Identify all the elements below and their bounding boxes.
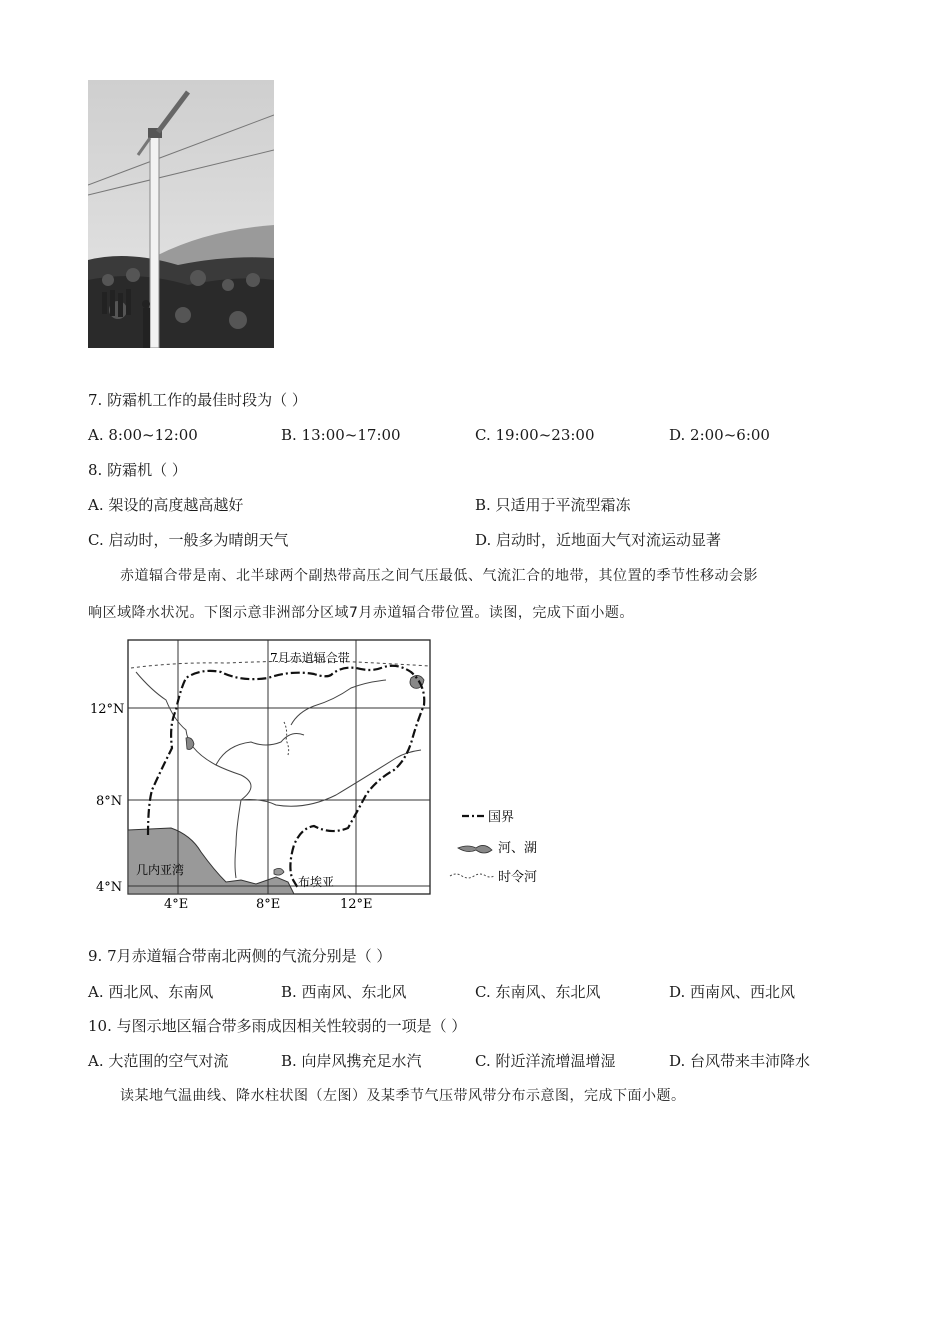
question-9-stem: 9. 7月赤道辐合带南北两侧的气流分别是（ ） [88, 947, 392, 965]
passage-itcz-line2: 响区域降水状况。下图示意非洲部分区域7月赤道辐合带位置。读图，完成下面小题。 [88, 605, 634, 621]
buea-label: 布埃亚 [298, 875, 335, 889]
q8-option-b[interactable]: B. 只适用于平流型霜冻 [475, 496, 631, 514]
map-legend [450, 810, 537, 885]
question-10-stem: 10. 与图示地区辐合带多雨成因相关性较弱的一项是（ ） [88, 1017, 467, 1035]
lon-label-4e: 4°E [164, 897, 189, 910]
q9-option-c[interactable]: C. 东南风、东北风 [475, 983, 601, 1001]
q7-option-d[interactable]: D. 2:00~6:00 [669, 426, 770, 444]
lat-label-4n: 4°N [96, 880, 123, 895]
lon-label-8e: 8°E [256, 897, 281, 910]
itcz-west-africa-map [76, 630, 556, 910]
q9-option-b[interactable]: B. 西南风、东北风 [281, 983, 407, 1001]
q8-option-a[interactable]: A. 架设的高度越高越好 [88, 496, 244, 514]
gulf-label: 几内亚湾 [136, 863, 185, 877]
q9-option-a[interactable]: A. 西北风、东南风 [88, 983, 214, 1001]
q8-option-d[interactable]: D. 启动时，近地面大气对流运动显著 [475, 531, 722, 549]
legend-river-lake-symbol [458, 845, 492, 853]
passage-climate-intro: 读某地气温曲线、降水柱状图（左图）及某季节气压带风带分布示意图，完成下面小题。 [120, 1088, 686, 1104]
passage-itcz-line1: 赤道辐合带是南、北半球两个副热带高压之间气压最低、气流汇合的地带，其位置的季节性移动会影 [120, 568, 758, 584]
q7-option-b[interactable]: B. 13:00~17:00 [281, 426, 401, 444]
q7-option-c[interactable]: C. 19:00~23:00 [475, 426, 595, 444]
question-7-stem: 7. 防霜机工作的最佳时段为（ ） [88, 391, 307, 409]
legend-seasonal-river-label: 时令河 [498, 870, 538, 885]
question-8-stem: 8. 防霜机（ ） [88, 461, 187, 479]
q8-option-c[interactable]: C. 启动时，一般多为晴朗天气 [88, 531, 289, 549]
q10-option-c[interactable]: C. 附近洋流增温增湿 [475, 1052, 616, 1070]
q9-option-d[interactable]: D. 西南风、西北风 [669, 983, 796, 1001]
q7-option-a[interactable]: A. 8:00~12:00 [88, 426, 198, 444]
q10-option-b[interactable]: B. 向岸风携充足水汽 [281, 1052, 422, 1070]
q10-option-d[interactable]: D. 台风带来丰沛降水 [669, 1052, 811, 1070]
lon-label-12e: 12°E [340, 897, 373, 910]
anti-frost-machine-photo [88, 80, 274, 348]
q10-option-a[interactable]: A. 大范围的空气对流 [88, 1052, 229, 1070]
itcz-label: 7月赤道辐合带 [270, 651, 350, 665]
legend-border-label: 国界 [488, 810, 515, 825]
legend-seasonal-river-symbol [450, 874, 494, 878]
lat-label-12n: 12°N [90, 702, 125, 717]
lat-label-8n: 8°N [96, 794, 123, 809]
legend-river-lake-label: 河、湖 [498, 841, 538, 856]
